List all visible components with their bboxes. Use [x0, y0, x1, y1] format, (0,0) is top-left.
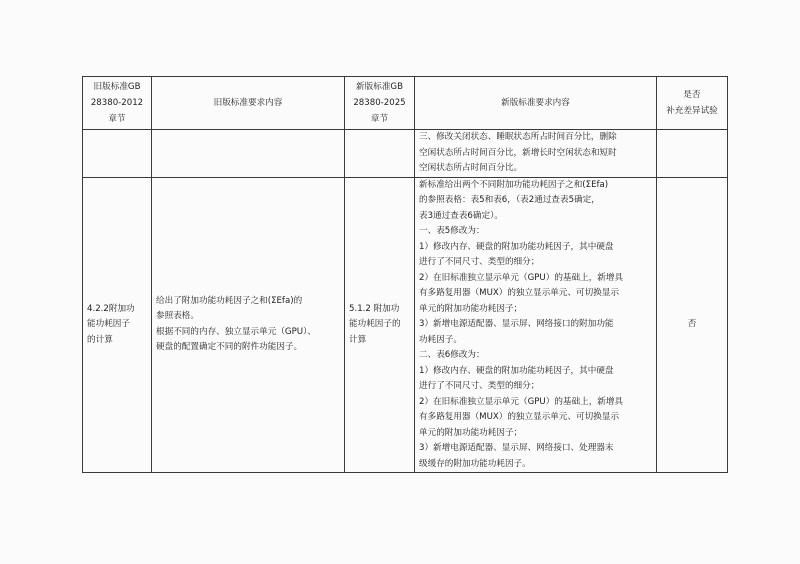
text-line: 空闲状态所占时间百分比。 [419, 163, 523, 173]
header-old-chapter [83, 77, 152, 130]
text-line: 的计算 [87, 334, 113, 345]
text-line: 表3通过查表6确定）。 [419, 210, 503, 221]
text-line: 功耗因子。 [419, 334, 462, 345]
text-line: 三、修改关闭状态、睡眠状态所占时间百分比，删除 [419, 132, 617, 142]
header-line: 旧版标准GB [93, 82, 141, 92]
text-line: 计算 [349, 334, 367, 345]
text-line: 硬盘的配置确定不同的附件功能因子。 [156, 342, 303, 353]
cell-old-content [152, 177, 345, 473]
header-supplement [657, 77, 728, 130]
cell-empty [83, 130, 152, 178]
header-new-content: 新版标准要求内容 [415, 77, 657, 130]
header-line: 28380-2012 [90, 98, 144, 108]
cell-supplement: 否 [657, 177, 728, 473]
text-line: 进行了不同尺寸、类型的细分； [419, 381, 540, 391]
text-line: 空闲状态所占时间百分比，新增长时空闲状态和短时 [419, 147, 617, 158]
header-line: 28380-2025 [353, 98, 406, 108]
text-line: 5.1.2 附加功 [349, 303, 400, 314]
text-line: 二、表6修改为： [419, 350, 485, 360]
text-line: 3）新增电源适配器、显示屏、网络接口、处理器末 [419, 443, 614, 453]
text-line: 新标准给出两个不同附加功能功耗因子之和(ΣEfa) [419, 179, 609, 190]
text-line: 单元的附加功能功耗因子； [419, 427, 523, 438]
header-line: 章节 [108, 114, 126, 124]
cell-empty [152, 130, 345, 178]
cell-old-chapter [83, 177, 152, 473]
text-line: 4.2.2附加功 [87, 303, 135, 314]
header-row [83, 77, 728, 130]
header-line: 章节 [370, 114, 389, 124]
text-line: 级缓存的附加功能功耗因子。 [419, 458, 531, 469]
text-line: 单元的附加功能功耗因子； [419, 303, 523, 314]
table-row [83, 177, 728, 473]
text-line: 参照表格。 [156, 311, 199, 322]
table-row [83, 130, 728, 178]
header-new-chapter [345, 77, 415, 130]
text-line: 有多路复用器（MUX）的独立显示单元、可切换显示 [419, 412, 620, 422]
text-line: 进行了不同尺寸、类型的细分； [419, 257, 540, 267]
cell-empty [657, 130, 728, 178]
header-line: 是否 [683, 90, 701, 100]
header-line: 补充差异试验 [666, 106, 718, 116]
text-line: 的参照表格：表5和表6，（表2通过查表5确定， [419, 195, 600, 205]
text-line: 1）修改内存、硬盘的附加功能功耗因子，其中硬盘 [419, 365, 614, 376]
cell-empty [345, 130, 415, 178]
cell-new-content [415, 177, 657, 473]
text-line: 1）修改内存、硬盘的附加功能功耗因子，其中硬盘 [419, 241, 614, 252]
text-line: 能功耗因子的 [349, 319, 401, 329]
text-line: 2）在旧标准独立显示单元（GPU）的基础上，新增具 [419, 396, 624, 407]
cell-new-content [415, 130, 657, 178]
text-line: 根据不同的内存、独立显示单元（GPU）、 [156, 326, 316, 337]
comparison-table [82, 76, 728, 473]
text-line: 能功耗因子 [87, 319, 130, 329]
text-line: 有多路复用器（MUX）的独立显示单元、可切换显示 [419, 288, 620, 298]
header-old-content: 旧版标准要求内容 [152, 77, 345, 130]
cell-new-chapter [345, 177, 415, 473]
text-line: 2）在旧标准独立显示单元（GPU）的基础上，新增具 [419, 272, 624, 283]
text-line: 一、表5修改为： [419, 226, 485, 236]
header-line: 新版标准GB [356, 82, 403, 92]
text-line: 给出了附加功能功耗因子之和(ΣEfa)的 [156, 295, 303, 306]
text-line: 3）新增电源适配器、显示屏、网络接口的附加功能 [419, 319, 614, 329]
